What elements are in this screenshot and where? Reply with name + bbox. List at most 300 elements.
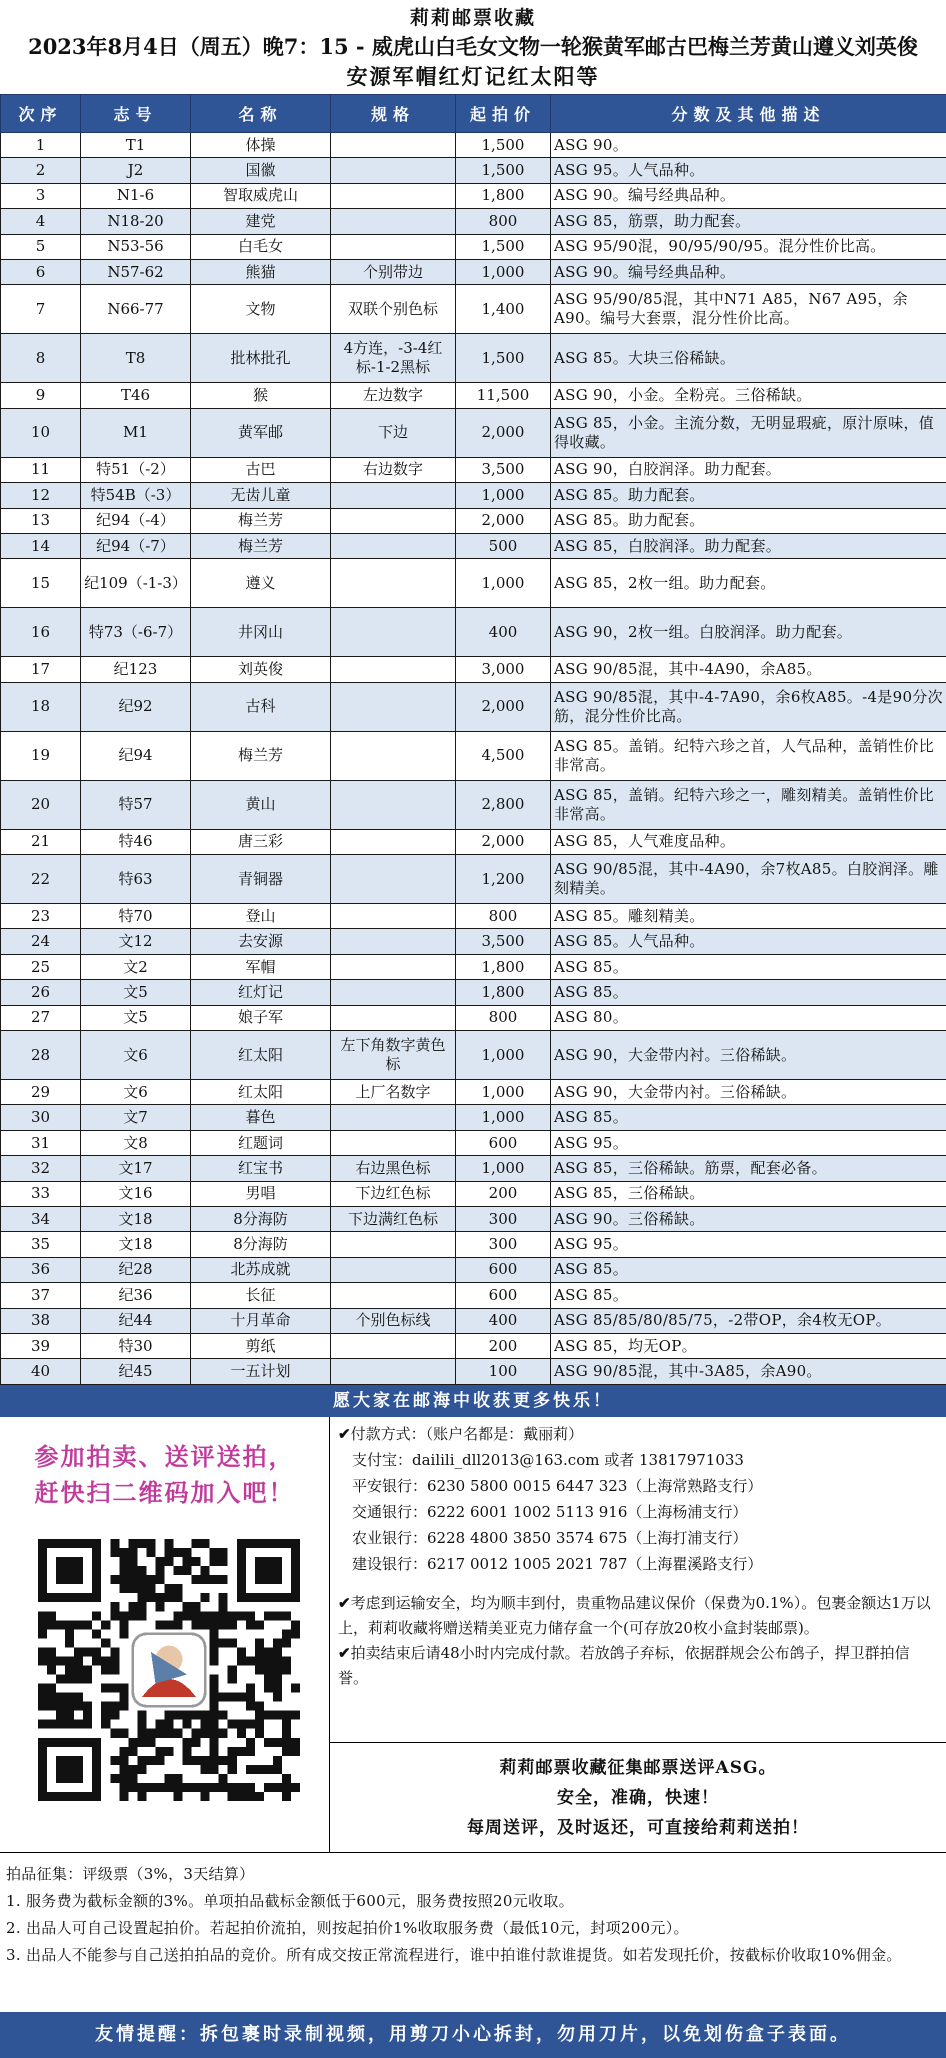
lot-code: 纪94（-7） xyxy=(81,533,191,558)
lot-code: 纪109（-1-3） xyxy=(81,559,191,608)
lot-price: 1,000 xyxy=(456,1105,551,1130)
lot-code: 纪44 xyxy=(81,1308,191,1333)
lot-spec xyxy=(331,533,456,558)
lot-name: 体操 xyxy=(191,133,331,158)
lot-no: 31 xyxy=(1,1130,81,1155)
col-header-desc: 分数及其他描述 xyxy=(551,95,946,133)
table-row xyxy=(1,954,946,979)
lot-desc: ASG 85。盖销。纪特六珍之首，人气品种，盖销性价比非常高。 xyxy=(551,731,946,780)
table-row xyxy=(1,1181,946,1206)
lot-spec xyxy=(331,133,456,158)
lot-desc: ASG 85，白胶润泽。助力配套。 xyxy=(551,533,946,558)
lot-code: 特46 xyxy=(81,829,191,854)
solicit-line2: 安全，准确，快速！ xyxy=(557,1787,719,1808)
lot-no: 17 xyxy=(1,657,81,682)
lot-desc: ASG 95。人气品种。 xyxy=(551,158,946,183)
lot-price: 1,000 xyxy=(456,1156,551,1181)
lot-price: 1,500 xyxy=(456,234,551,259)
lot-price: 2,000 xyxy=(456,408,551,457)
lot-name: 梅兰芳 xyxy=(191,731,331,780)
lot-no: 29 xyxy=(1,1080,81,1105)
header xyxy=(0,0,946,94)
lot-no: 2 xyxy=(1,158,81,183)
lot-no: 7 xyxy=(1,285,81,334)
table-row xyxy=(1,209,946,234)
table-row xyxy=(1,980,946,1005)
table-row xyxy=(1,1257,946,1282)
lot-price: 400 xyxy=(456,1308,551,1333)
lot-no: 30 xyxy=(1,1105,81,1130)
lot-price: 100 xyxy=(456,1359,551,1384)
lot-no: 32 xyxy=(1,1156,81,1181)
lot-price: 2,800 xyxy=(456,780,551,829)
lot-no: 34 xyxy=(1,1206,81,1231)
lot-price: 1,500 xyxy=(456,158,551,183)
lot-name: 红灯记 xyxy=(191,980,331,1005)
bank-jiaotong: 交通银行：6222 6001 1002 5113 916（上海杨浦支行） xyxy=(352,1502,748,1521)
table-row xyxy=(1,183,946,208)
table-row xyxy=(1,1283,946,1308)
lot-name: 军帽 xyxy=(191,954,331,979)
lot-spec xyxy=(331,980,456,1005)
lot-price: 2,000 xyxy=(456,829,551,854)
lot-desc: ASG 90。编号经典品种。 xyxy=(551,259,946,284)
lot-desc: ASG 85，人气难度品种。 xyxy=(551,829,946,854)
lot-price: 3,000 xyxy=(456,657,551,682)
table-row xyxy=(1,829,946,854)
lot-name: 青铜器 xyxy=(191,855,331,904)
table-row xyxy=(1,1308,946,1333)
lot-price: 1,800 xyxy=(456,954,551,979)
lot-spec: 个别带边 xyxy=(331,259,456,284)
lot-no: 21 xyxy=(1,829,81,854)
asg-solicit xyxy=(330,1742,946,1852)
lot-name: 长征 xyxy=(191,1283,331,1308)
bank-nongye: 农业银行：6228 4800 3850 3574 675（上海打浦支行） xyxy=(352,1528,748,1547)
table-row xyxy=(1,133,946,158)
lot-spec xyxy=(331,731,456,780)
lot-desc: ASG 90，大金带内衬。三俗稀缺。 xyxy=(551,1080,946,1105)
lot-code: 文6 xyxy=(81,1031,191,1080)
lot-name: 去安源 xyxy=(191,929,331,954)
table-row xyxy=(1,508,946,533)
lot-name: 红题词 xyxy=(191,1130,331,1155)
qr-panel xyxy=(0,1417,330,1852)
lot-code: 特70 xyxy=(81,904,191,929)
lot-code: 文7 xyxy=(81,1105,191,1130)
lot-name: 梅兰芳 xyxy=(191,508,331,533)
promo-line2: 赶快扫二维码加入吧！ xyxy=(34,1477,295,1507)
shipping-note: ✔考虑到运输安全，均为顺丰到付，贵重物品建议保价（保费为0.1%）。包裹金额达1万以上，莉莉收藏将赠送精美亚克力储存盒一个(可存放20枚小盒封装邮票)。 xyxy=(338,1593,931,1637)
lot-spec: 左边数字 xyxy=(331,383,456,408)
lot-name: 剪纸 xyxy=(191,1333,331,1358)
lot-code: 文5 xyxy=(81,980,191,1005)
lot-no: 15 xyxy=(1,559,81,608)
lot-code: 文5 xyxy=(81,1005,191,1030)
lot-desc: ASG 90。编号经典品种。 xyxy=(551,183,946,208)
lot-spec: 个别色标线 xyxy=(331,1308,456,1333)
lot-spec xyxy=(331,929,456,954)
table-row xyxy=(1,731,946,780)
lot-spec: 下边满红色标 xyxy=(331,1206,456,1231)
lot-code: T46 xyxy=(81,383,191,408)
lot-code: N53-56 xyxy=(81,234,191,259)
lot-price: 1,000 xyxy=(456,1031,551,1080)
payment-deadline-note: ✔拍卖结束后请48小时内完成付款。若放鸽子弃标，依据群规会公布鸽子，捍卫群拍信誉。 xyxy=(338,1643,910,1687)
lot-name: 8分海防 xyxy=(191,1206,331,1231)
lot-price: 1,200 xyxy=(456,855,551,904)
lot-code: 特63 xyxy=(81,855,191,904)
lot-code: 文8 xyxy=(81,1130,191,1155)
lot-spec xyxy=(331,1105,456,1130)
lot-no: 1 xyxy=(1,133,81,158)
lot-desc: ASG 85。人气品种。 xyxy=(551,929,946,954)
lot-name: 遵义 xyxy=(191,559,331,608)
lot-spec xyxy=(331,657,456,682)
terms-title: 拍品征集：评级票（3%，3天结算） xyxy=(6,1864,255,1883)
lot-desc: ASG 85，2枚一组。助力配套。 xyxy=(551,559,946,608)
lot-spec: 左下角数字黄色标 xyxy=(331,1031,456,1080)
auction-title-line1: 2023年8月4日（周五）晚7：15 - 威虎山白毛女文物一轮猴黄军邮古巴梅兰芳黄山遵义刘英俊 xyxy=(28,34,918,59)
lot-price: 200 xyxy=(456,1181,551,1206)
lot-desc: ASG 90/85混，其中-4A90，余7枚A85。白胶润泽。雕刻精美。 xyxy=(551,855,946,904)
lot-desc: ASG 85，筋票，助力配套。 xyxy=(551,209,946,234)
join-promo xyxy=(0,1417,329,1511)
lot-code: 文17 xyxy=(81,1156,191,1181)
col-header-price: 起拍价 xyxy=(456,95,551,133)
lot-desc: ASG 85，三俗稀缺。筋票，配套必备。 xyxy=(551,1156,946,1181)
lot-no: 26 xyxy=(1,980,81,1005)
lot-no: 28 xyxy=(1,1031,81,1080)
lot-desc: ASG 85。大块三俗稀缺。 xyxy=(551,334,946,383)
lot-no: 10 xyxy=(1,408,81,457)
lot-code: 特57 xyxy=(81,780,191,829)
checkmark-icon: ✔ xyxy=(338,1643,351,1662)
lot-spec xyxy=(331,682,456,731)
lot-price: 300 xyxy=(456,1206,551,1231)
table-row xyxy=(1,383,946,408)
table-row xyxy=(1,1333,946,1358)
terms-item-3: 3. 出品人不能参与自己送拍拍品的竞价。所有成交按正常流程进行，谁中拍谁付款谁提货。如若发现托价，按截标价收取10%佣金。 xyxy=(6,1945,902,1964)
lot-code: 纪123 xyxy=(81,657,191,682)
lot-price: 800 xyxy=(456,904,551,929)
lot-name: 暮色 xyxy=(191,1105,331,1130)
lot-name: 黄军邮 xyxy=(191,408,331,457)
auction-title-line2: 安源军帽红灯记红太阳等 xyxy=(346,64,600,89)
lot-price: 200 xyxy=(456,1333,551,1358)
lot-spec xyxy=(331,1130,456,1155)
reminder-banner: 友情提醒：拆包裹时录制视频，用剪刀小心拆封，勿用刀片，以免划伤盒子表面。 xyxy=(0,2012,946,2058)
lot-spec xyxy=(331,904,456,929)
lot-price: 500 xyxy=(456,533,551,558)
table-row xyxy=(1,533,946,558)
table-row xyxy=(1,457,946,482)
lot-no: 9 xyxy=(1,383,81,408)
lot-spec: 双联个别色标 xyxy=(331,285,456,334)
lot-desc: ASG 85/85/80/85/75，-2带OP，余4枚无OP。 xyxy=(551,1308,946,1333)
shop-title: 莉莉邮票收藏 xyxy=(409,7,536,29)
lot-name: 红太阳 xyxy=(191,1080,331,1105)
lot-spec xyxy=(331,608,456,657)
lot-spec xyxy=(331,508,456,533)
qr-code-icon[interactable] xyxy=(38,1535,300,1805)
lot-name: 十月革命 xyxy=(191,1308,331,1333)
lot-desc: ASG 95。 xyxy=(551,1232,946,1257)
lot-code: 文6 xyxy=(81,1080,191,1105)
table-row xyxy=(1,259,946,284)
lot-no: 23 xyxy=(1,904,81,929)
table-row xyxy=(1,285,946,334)
table-header-row xyxy=(1,95,946,133)
solicit-line3: 每周送评，及时返还，可直接给莉莉送拍！ xyxy=(467,1817,809,1838)
lot-no: 13 xyxy=(1,508,81,533)
lot-no: 36 xyxy=(1,1257,81,1282)
col-header-code: 志号 xyxy=(81,95,191,133)
lot-name: 熊猫 xyxy=(191,259,331,284)
lot-spec xyxy=(331,780,456,829)
lot-price: 3,500 xyxy=(456,457,551,482)
lot-no: 35 xyxy=(1,1232,81,1257)
lot-spec: 下边红色标 xyxy=(331,1181,456,1206)
table-row xyxy=(1,1130,946,1155)
lot-price: 1,000 xyxy=(456,259,551,284)
lot-spec xyxy=(331,1257,456,1282)
lot-price: 1,800 xyxy=(456,980,551,1005)
lot-code: 文18 xyxy=(81,1206,191,1231)
lot-name: 登山 xyxy=(191,904,331,929)
lot-name: 红太阳 xyxy=(191,1031,331,1080)
lot-no: 19 xyxy=(1,731,81,780)
lot-spec xyxy=(331,954,456,979)
lot-desc: ASG 90，大金带内衬。三俗稀缺。 xyxy=(551,1031,946,1080)
lot-price: 3,500 xyxy=(456,929,551,954)
lot-spec xyxy=(331,158,456,183)
lot-name: 刘英俊 xyxy=(191,657,331,682)
lot-code: 纪94（-4） xyxy=(81,508,191,533)
lot-desc: ASG 90/85混，其中-3A85，余A90。 xyxy=(551,1359,946,1384)
lot-price: 1,000 xyxy=(456,1080,551,1105)
lot-spec xyxy=(331,183,456,208)
lot-desc: ASG 95。 xyxy=(551,1130,946,1155)
lot-no: 38 xyxy=(1,1308,81,1333)
table-row xyxy=(1,1105,946,1130)
lot-code: 特73（-6-7） xyxy=(81,608,191,657)
lot-no: 5 xyxy=(1,234,81,259)
bank-jianshe: 建设银行：6217 0012 1005 2021 787（上海瞿溪路支行） xyxy=(352,1554,763,1573)
lot-no: 22 xyxy=(1,855,81,904)
lot-no: 4 xyxy=(1,209,81,234)
table-row xyxy=(1,929,946,954)
lot-name: 北苏成就 xyxy=(191,1257,331,1282)
lot-name: 黄山 xyxy=(191,780,331,829)
lot-price: 1,400 xyxy=(456,285,551,334)
lot-desc: ASG 95/90混，90/95/90/95。混分性价比高。 xyxy=(551,234,946,259)
lot-price: 2,000 xyxy=(456,508,551,533)
lot-price: 4,500 xyxy=(456,731,551,780)
lot-desc: ASG 85，三俗稀缺。 xyxy=(551,1181,946,1206)
lot-code: 特54B（-3） xyxy=(81,483,191,508)
table-row xyxy=(1,1359,946,1384)
bank-pingan: 平安银行：6230 5800 0015 6447 323（上海常熟路支行） xyxy=(352,1476,763,1495)
lot-desc: ASG 90/85混，其中-4A90，余A85。 xyxy=(551,657,946,682)
lot-name: 猴 xyxy=(191,383,331,408)
lot-spec xyxy=(331,829,456,854)
lot-desc: ASG 85。助力配套。 xyxy=(551,483,946,508)
col-header-spec: 规格 xyxy=(331,95,456,133)
lot-price: 11,500 xyxy=(456,383,551,408)
lot-desc: ASG 95/90/85混，其中N71 A85，N67 A95，余A90。编号大套票，混分性价比高。 xyxy=(551,285,946,334)
lots-table xyxy=(0,94,946,1385)
lot-code: N18-20 xyxy=(81,209,191,234)
terms-item-1: 1. 服务费为截标金额的3%。单项拍品截标金额低于600元，服务费按照20元收取。 xyxy=(6,1891,574,1910)
table-row xyxy=(1,780,946,829)
lot-no: 33 xyxy=(1,1181,81,1206)
lot-name: 红宝书 xyxy=(191,1156,331,1181)
lot-desc: ASG 85，均无OP。 xyxy=(551,1333,946,1358)
lot-desc: ASG 85。 xyxy=(551,954,946,979)
lot-price: 2,000 xyxy=(456,682,551,731)
lot-no: 14 xyxy=(1,533,81,558)
lot-name: 唐三彩 xyxy=(191,829,331,854)
lot-name: 男唱 xyxy=(191,1181,331,1206)
lot-desc: ASG 85。 xyxy=(551,980,946,1005)
lot-desc: ASG 85。 xyxy=(551,1105,946,1130)
payment-info xyxy=(330,1417,946,1742)
lot-desc: ASG 90/85混，其中-4-7A90，余6枚A85。-4是90分次筋，混分性价比高。 xyxy=(551,682,946,731)
lot-spec xyxy=(331,855,456,904)
lot-code: 纪36 xyxy=(81,1283,191,1308)
lot-code: 文18 xyxy=(81,1232,191,1257)
lot-name: 古科 xyxy=(191,682,331,731)
lot-name: 智取威虎山 xyxy=(191,183,331,208)
lot-code: 纪45 xyxy=(81,1359,191,1384)
lot-price: 1,500 xyxy=(456,133,551,158)
lot-no: 37 xyxy=(1,1283,81,1308)
lot-no: 11 xyxy=(1,457,81,482)
lot-code: 特51（-2） xyxy=(81,457,191,482)
lot-price: 1,500 xyxy=(456,334,551,383)
lot-code: 纪92 xyxy=(81,682,191,731)
lot-no: 39 xyxy=(1,1333,81,1358)
lot-no: 3 xyxy=(1,183,81,208)
lot-name: 梅兰芳 xyxy=(191,533,331,558)
lot-name: 文物 xyxy=(191,285,331,334)
lot-code: 纪28 xyxy=(81,1257,191,1282)
lot-spec xyxy=(331,1333,456,1358)
lot-spec xyxy=(331,1283,456,1308)
lot-spec xyxy=(331,559,456,608)
lot-spec xyxy=(331,483,456,508)
table-row xyxy=(1,559,946,608)
col-header-name: 名称 xyxy=(191,95,331,133)
lot-spec: 4方连，-3-4红标-1-2黑标 xyxy=(331,334,456,383)
lot-desc: ASG 90。三俗稀缺。 xyxy=(551,1206,946,1231)
lot-desc: ASG 80。 xyxy=(551,1005,946,1030)
lot-no: 25 xyxy=(1,954,81,979)
lot-no: 27 xyxy=(1,1005,81,1030)
lot-code: N66-77 xyxy=(81,285,191,334)
lot-no: 40 xyxy=(1,1359,81,1384)
table-row xyxy=(1,1080,946,1105)
lot-name: 8分海防 xyxy=(191,1232,331,1257)
lot-spec xyxy=(331,209,456,234)
lot-desc: ASG 85，小金。主流分数，无明显瑕疵，原汁原味，值得收藏。 xyxy=(551,408,946,457)
lot-code: N1-6 xyxy=(81,183,191,208)
lot-price: 600 xyxy=(456,1257,551,1282)
lot-code: M1 xyxy=(81,408,191,457)
lot-desc: ASG 85。 xyxy=(551,1283,946,1308)
lot-code: 纪94 xyxy=(81,731,191,780)
table-row xyxy=(1,1031,946,1080)
lot-code: N57-62 xyxy=(81,259,191,284)
table-row xyxy=(1,158,946,183)
table-row xyxy=(1,1156,946,1181)
payment-title: ✔付款方式：（账户名都是：戴丽莉） xyxy=(338,1424,584,1443)
lot-spec: 右边数字 xyxy=(331,457,456,482)
lot-code: 文12 xyxy=(81,929,191,954)
consignment-terms xyxy=(0,1853,946,2005)
lot-no: 20 xyxy=(1,780,81,829)
table-row xyxy=(1,1232,946,1257)
lot-price: 400 xyxy=(456,608,551,657)
lot-name: 一五计划 xyxy=(191,1359,331,1384)
lot-desc: ASG 85。 xyxy=(551,1257,946,1282)
table-row xyxy=(1,483,946,508)
lot-price: 1,000 xyxy=(456,559,551,608)
lot-name: 白毛女 xyxy=(191,234,331,259)
lot-desc: ASG 85。助力配套。 xyxy=(551,508,946,533)
lot-name: 国徽 xyxy=(191,158,331,183)
lot-no: 8 xyxy=(1,334,81,383)
lot-price: 800 xyxy=(456,209,551,234)
lot-spec: 下边 xyxy=(331,408,456,457)
alipay-line: 支付宝：dailili_dll2013@163.com 或者 13817971033 xyxy=(352,1450,744,1469)
lot-name: 古巴 xyxy=(191,457,331,482)
table-row xyxy=(1,234,946,259)
lot-price: 600 xyxy=(456,1283,551,1308)
lot-no: 6 xyxy=(1,259,81,284)
lot-no: 12 xyxy=(1,483,81,508)
lot-code: T1 xyxy=(81,133,191,158)
lot-name: 建党 xyxy=(191,209,331,234)
lot-price: 600 xyxy=(456,1130,551,1155)
lot-spec: 右边黑色标 xyxy=(331,1156,456,1181)
table-row xyxy=(1,1005,946,1030)
terms-item-2: 2. 出品人可自己设置起拍价。若起拍价流拍，则按起拍价1%收取服务费（最低10元，封项200元）。 xyxy=(6,1918,689,1937)
lot-spec xyxy=(331,1232,456,1257)
lot-code: 文2 xyxy=(81,954,191,979)
lot-spec xyxy=(331,1359,456,1384)
lot-price: 1,800 xyxy=(456,183,551,208)
table-row xyxy=(1,855,946,904)
lot-desc: ASG 85。雕刻精美。 xyxy=(551,904,946,929)
table-row xyxy=(1,334,946,383)
table-row xyxy=(1,657,946,682)
table-row xyxy=(1,408,946,457)
lot-code: T8 xyxy=(81,334,191,383)
lot-desc: ASG 90。 xyxy=(551,133,946,158)
lot-code: J2 xyxy=(81,158,191,183)
col-header-no: 次序 xyxy=(1,95,81,133)
lot-name: 娘子军 xyxy=(191,1005,331,1030)
table-row xyxy=(1,682,946,731)
lot-name: 批林批孔 xyxy=(191,334,331,383)
table-row xyxy=(1,608,946,657)
checkmark-icon: ✔ xyxy=(338,1424,351,1443)
lot-price: 300 xyxy=(456,1232,551,1257)
lot-desc: ASG 85，盖销。纪特六珍之一，雕刻精美。盖销性价比非常高。 xyxy=(551,780,946,829)
checkmark-icon: ✔ xyxy=(338,1593,351,1612)
